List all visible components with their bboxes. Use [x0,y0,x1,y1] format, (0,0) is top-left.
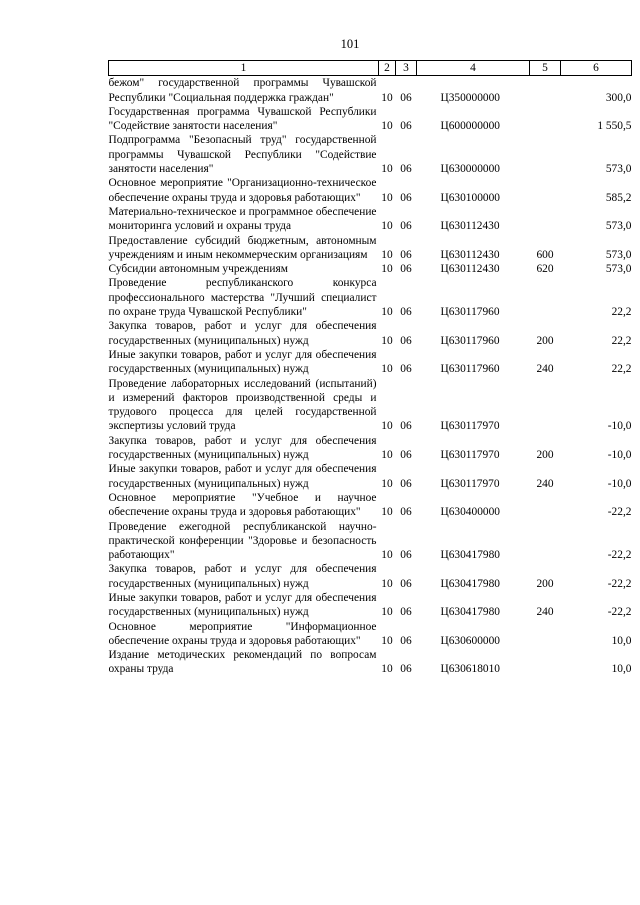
row-section: 10 [381,634,393,647]
row-section: 10 [381,220,393,233]
row-amount: 10,0 [611,663,632,676]
row-subsection: 06 [400,420,412,433]
row-amount: 573,0 [605,263,632,276]
row-name: Издание методических рекомендаций по вопросам охраны труда [108,649,377,676]
row-amount: 22,2 [611,363,632,376]
row-subsection: 06 [400,163,412,176]
row-section: 10 [381,606,393,619]
row-name: Иные закупки товаров, работ и услуг для обеспечения государственных (муниципальных) нужд [108,463,377,490]
table-row [109,234,632,263]
row-amount: 1 550,5 [597,120,632,133]
row-subsection: 06 [400,506,412,519]
row-subsection: 06 [400,477,412,490]
row-expense-type: 200 [536,334,554,347]
row-target-article: Ц630417980 [440,577,500,590]
row-subsection: 06 [400,306,412,319]
row-target-article: Ц600000000 [440,120,500,133]
row-name: Иные закупки товаров, работ и услуг для обеспечения государственных (муниципальных) нужд [108,348,377,376]
row-target-article: Ц630112430 [440,263,500,276]
row-subsection: 06 [400,220,412,233]
row-section: 10 [381,91,393,104]
row-expense-type: 200 [536,449,554,462]
row-subsection: 06 [400,449,412,462]
row-subsection: 06 [400,120,412,133]
row-amount: 300,0 [605,91,632,104]
row-section: 10 [381,449,393,462]
row-expense-type [530,276,561,319]
row-name: Закупка товаров, работ и услуг для обеспечения государственных (муниципальных) нужд [108,563,377,590]
table-row [109,491,632,520]
row-subsection: 06 [400,577,412,590]
header-col-3: 3 [396,61,417,76]
table-row [109,319,632,348]
table-row [109,462,632,491]
row-expense-type: 240 [536,363,554,376]
row-section: 10 [381,306,393,319]
row-name: Закупка товаров, работ и услуг для обеспечения государственных (муниципальных) нужд [108,434,377,462]
row-target-article: Ц630417980 [440,549,500,562]
row-section: 10 [381,420,393,433]
row-section: 10 [381,663,393,676]
row-name: Государственная программа Чувашской Республики "Содействие занятости населения" [108,105,377,133]
row-amount: 573,0 [605,220,632,233]
table-row [109,434,632,463]
row-amount: -10,0 [607,420,632,433]
row-section: 10 [381,191,393,204]
row-section: 10 [381,477,393,490]
row-amount: 573,0 [605,163,632,176]
row-expense-type: 200 [536,577,554,590]
row-name: Основное мероприятие "Информационное обеспечение охраны труда и здоровья работающих" [108,620,377,647]
row-target-article: Ц630112430 [440,248,500,261]
row-target-article: Ц630417980 [440,606,500,619]
table-row [109,620,632,649]
row-expense-type [530,176,561,205]
row-name: Проведение лабораторных исследований (испытаний) и измерений факторов производственной среды и трудового процесса для целей государственной экспертизы условий труда [108,377,377,433]
row-expense-type [530,76,561,105]
row-section: 10 [381,577,393,590]
row-section: 10 [381,163,393,176]
row-section: 10 [381,120,393,133]
row-subsection: 06 [400,663,412,676]
row-expense-type: 600 [536,248,554,261]
row-name: Предоставление субсидий бюджетным, автономным учреждениям и иным некоммерческим организациям [108,234,377,261]
row-amount: 10,0 [611,634,632,647]
row-section: 10 [381,334,393,347]
row-expense-type [530,520,561,563]
row-expense-type [530,133,561,176]
row-name: Основное мероприятие "Учебное и научное обеспечение охраны труда и здоровья работающих" [108,491,377,519]
table-row [109,176,632,205]
page-number: 101 [340,37,360,51]
row-amount: -22,2 [607,577,632,590]
row-section: 10 [381,248,393,261]
row-amount: 22,2 [611,334,632,347]
row-subsection: 06 [400,248,412,261]
table-row [109,276,632,319]
row-subsection: 06 [400,263,412,276]
row-section: 10 [381,363,393,376]
row-name: бежом" государственной программы Чувашской Республики "Социальная поддержка граждан" [108,77,377,104]
table-row [109,520,632,563]
row-expense-type [530,648,561,677]
row-section: 10 [381,263,393,276]
row-target-article: Ц630100000 [440,191,500,204]
row-target-article: Ц630112430 [440,220,500,233]
row-expense-type: 240 [536,477,554,490]
row-subsection: 06 [400,549,412,562]
row-amount: -10,0 [607,449,632,462]
table-row [109,648,632,677]
table-row [109,562,632,591]
row-name: Материально-техническое и программное обеспечение мониторинга условий и охраны труда [108,205,377,233]
table-row [109,133,632,176]
row-subsection: 06 [400,634,412,647]
row-amount: -10,0 [607,477,632,490]
header-col-6: 6 [561,61,632,76]
table-row [109,262,632,276]
row-name: Иные закупки товаров, работ и услуг для обеспечения государственных (муниципальных) нужд [108,591,377,619]
row-amount: -22,2 [607,606,632,619]
row-section: 10 [381,549,393,562]
row-name: Проведение республиканского конкурса профессионального мастерства "Лучший специалист по охране труда Чувашской Республики" [108,277,377,319]
row-name: Закупка товаров, работ и услуг для обеспечения государственных (муниципальных) нужд [108,320,377,347]
row-target-article: Ц630600000 [440,634,500,647]
row-subsection: 06 [400,363,412,376]
row-target-article: Ц630117960 [440,334,500,347]
row-target-article: Ц630000000 [440,163,500,176]
header-col-1: 1 [109,61,379,76]
row-target-article: Ц630117970 [440,449,500,462]
row-subsection: 06 [400,606,412,619]
row-expense-type [530,377,561,434]
table-row [109,348,632,377]
row-expense-type: 240 [536,606,554,619]
row-name: Проведение ежегодной республиканской научно-практической конференции "Здоровье и безопасность работающих" [108,520,377,562]
header-col-5: 5 [530,61,561,76]
row-target-article: Ц630400000 [440,506,500,519]
row-expense-type: 620 [536,263,554,276]
row-subsection: 06 [400,191,412,204]
table-body [109,76,632,677]
row-amount: 585,2 [605,191,632,204]
table-row [109,76,632,105]
budget-table [108,60,632,677]
row-target-article: Ц630117970 [440,420,500,433]
header-col-2: 2 [379,61,396,76]
row-amount: 573,0 [605,248,632,261]
row-amount: -22,2 [607,549,632,562]
row-expense-type [530,105,561,134]
row-expense-type [530,491,561,520]
row-name: Субсидии автономным учреждениям [108,263,288,276]
row-subsection: 06 [400,334,412,347]
row-amount: -22,2 [607,506,632,519]
row-target-article: Ц630117960 [440,306,500,319]
row-amount: 22,2 [611,306,632,319]
row-target-article: Ц630618010 [440,663,500,676]
header-col-4: 4 [417,61,530,76]
row-expense-type [530,620,561,649]
row-target-article: Ц350000000 [440,91,500,104]
row-target-article: Ц630117960 [440,363,500,376]
row-name: Подпрограмма "Безопасный труд" государственной программы Чувашской Республики "Содействие занятости населения" [108,134,377,176]
table-row [109,591,632,620]
row-expense-type [530,205,561,234]
table-row [109,377,632,434]
row-subsection: 06 [400,91,412,104]
row-name: Основное мероприятие "Организационно-техническое обеспечение охраны труда и здоровья работающих" [108,177,377,204]
table-row [109,205,632,234]
row-section: 10 [381,506,393,519]
row-target-article: Ц630117970 [440,477,500,490]
table-header-row [109,61,632,76]
table-row [109,105,632,134]
